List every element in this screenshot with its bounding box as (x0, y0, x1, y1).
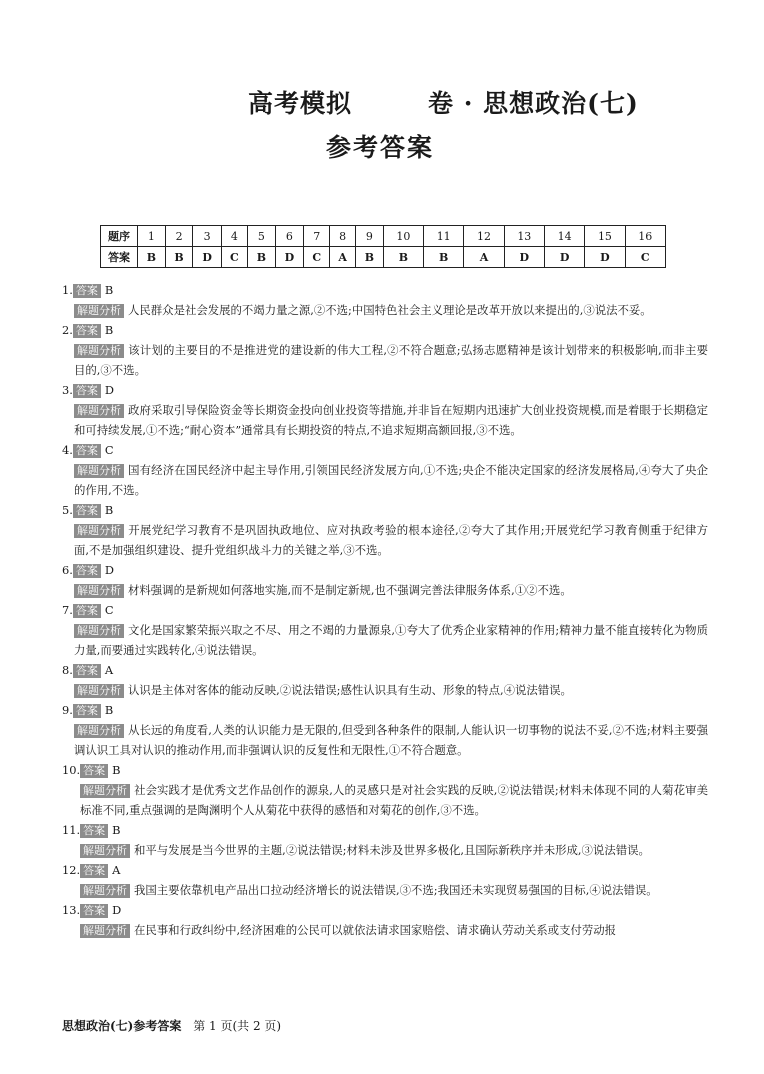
question-number: 7. (62, 603, 73, 617)
answer-tag: 答案 (73, 444, 101, 458)
table-cell-answer: D (585, 247, 625, 268)
footer-page-number: 第 1 页(共 2 页) (193, 1019, 282, 1033)
answer-tag: 答案 (80, 764, 108, 778)
question-number: 3. (62, 383, 73, 397)
question-number: 12. (62, 863, 81, 877)
table-cell-answer: D (544, 247, 584, 268)
table-cell-number: 3 (193, 226, 221, 247)
analysis-paragraph (62, 840, 708, 860)
question-number: 11. (62, 823, 81, 837)
analysis-text: 该计划的主要目的不是推进党的建设新的伟大工程,②不符合题意;弘扬志愿精神是该计划带来的积极影响,而非主要目的,③不选。 (74, 343, 708, 377)
question-number: 13. (62, 903, 81, 917)
document-title-line2: 参考答案 (326, 133, 435, 162)
answer-item (62, 760, 708, 820)
answer-analysis-list (62, 280, 708, 940)
table-cell-number: 10 (383, 226, 423, 247)
analysis-text: 社会实践才是优秀文艺作品创作的源泉,人的灵感只是对社会实践的反映,②说法错误;材料未体现不同的人菊花审美标准不同,重点强调的是陶渊明个人从菊花中获得的感悟和对菊花的创作,③不选。 (80, 783, 708, 817)
answer-line (62, 440, 708, 460)
answer-tag: 答案 (73, 664, 101, 678)
answer-item (62, 380, 708, 440)
answer-letter: D (104, 383, 115, 397)
answer-line (62, 820, 708, 840)
table-cell-answer: D (275, 247, 303, 268)
answer-letter: B (112, 823, 121, 837)
answer-letter: D (104, 563, 115, 577)
answer-item (62, 280, 708, 320)
answer-item (62, 440, 708, 500)
table-header-answer: 答案 (101, 247, 138, 268)
footer-title: 思想政治(七)参考答案 (62, 1019, 182, 1033)
analysis-text: 开展党纪学习教育不是巩固执政地位、应对执政考验的根本途径,②夸大了其作用;开展党纪学习教育侧重于纪律方面,不是加强组织建设、提升党组织战斗力的关键之举,③不选。 (74, 523, 708, 557)
answer-table (100, 225, 666, 268)
answer-letter: D (112, 903, 122, 917)
answer-line (62, 380, 708, 400)
question-number: 2. (62, 323, 73, 337)
answer-item (62, 820, 708, 860)
analysis-tag: 解题分析 (80, 884, 130, 898)
table-cell-answer: B (383, 247, 423, 268)
table-cell-number: 11 (424, 226, 464, 247)
analysis-paragraph (62, 920, 708, 940)
table-cell-number: 14 (544, 226, 584, 247)
analysis-paragraph (62, 400, 708, 440)
analysis-tag: 解题分析 (80, 924, 130, 938)
answer-line (62, 500, 708, 520)
analysis-text: 国有经济在国民经济中起主导作用,引领国民经济发展方向,①不选;央企不能决定国家的经济发展格局,④夸大了央企的作用,不选。 (74, 463, 708, 497)
page-footer (62, 1017, 281, 1034)
answer-letter: B (104, 703, 114, 717)
analysis-paragraph (62, 460, 708, 500)
table-cell-answer: A (464, 247, 504, 268)
analysis-paragraph (62, 680, 708, 700)
analysis-tag: 解题分析 (74, 464, 124, 478)
answer-tag: 答案 (73, 704, 101, 718)
answer-letter: B (104, 323, 114, 337)
table-cell-answer: C (625, 247, 665, 268)
table-cell-number: 2 (165, 226, 193, 247)
question-number: 8. (62, 663, 73, 677)
answer-line (62, 600, 708, 620)
table-cell-number: 15 (585, 226, 625, 247)
answer-item (62, 600, 708, 660)
analysis-tag: 解题分析 (74, 344, 124, 358)
analysis-paragraph (62, 300, 708, 320)
table-cell-number: 5 (248, 226, 276, 247)
answer-letter: A (104, 663, 114, 677)
analysis-text: 我国主要依靠机电产品出口拉动经济增长的说法错误,③不选;我国还未实现贸易强国的目标,④说法错误。 (134, 883, 658, 897)
table-cell-number: 8 (330, 226, 356, 247)
analysis-text: 材料强调的是新规如何落地实施,而不是制定新规,也不强调完善法律服务体系,①②不选。 (128, 583, 572, 597)
analysis-tag: 解题分析 (80, 784, 130, 798)
table-cell-answer: B (138, 247, 166, 268)
answer-line (62, 560, 708, 580)
answer-tag: 答案 (73, 564, 101, 578)
answer-line (62, 900, 708, 920)
analysis-tag: 解题分析 (74, 684, 124, 698)
question-number: 10. (62, 763, 81, 777)
answer-letter: C (104, 443, 114, 457)
answer-item (62, 860, 708, 900)
analysis-paragraph (62, 520, 708, 560)
analysis-text: 在民事和行政纠纷中,经济困难的公民可以就依法请求国家赔偿、请求确认劳动关系或支付劳动报 (134, 923, 617, 937)
table-cell-number: 9 (356, 226, 384, 247)
answer-letter: B (112, 763, 121, 777)
document-title-line1-a: 高考模拟 (248, 89, 353, 118)
answer-item (62, 700, 708, 760)
answer-line (62, 280, 708, 300)
analysis-paragraph (62, 720, 708, 760)
answer-letter: B (104, 283, 114, 297)
table-cell-number: 7 (304, 226, 330, 247)
table-cell-answer: C (304, 247, 330, 268)
answer-item (62, 320, 708, 380)
question-number: 4. (62, 443, 73, 457)
analysis-paragraph (62, 580, 708, 600)
answer-tag: 答案 (73, 284, 101, 298)
answer-line (62, 700, 708, 720)
analysis-tag: 解题分析 (74, 404, 124, 418)
answer-line (62, 760, 708, 780)
answer-line (62, 320, 708, 340)
answer-line (62, 860, 708, 880)
table-cell-number: 16 (625, 226, 665, 247)
analysis-tag: 解题分析 (74, 724, 124, 738)
question-number: 6. (62, 563, 73, 577)
answer-tag: 答案 (73, 604, 101, 618)
answer-item (62, 660, 708, 700)
analysis-tag: 解题分析 (80, 844, 130, 858)
answer-letter: B (104, 503, 114, 517)
analysis-text: 文化是国家繁荣振兴取之不尽、用之不竭的力量源泉,①夸大了优秀企业家精神的作用;精神力量不能直接转化为物质力量,而要通过实践转化,④说法错误。 (74, 623, 708, 657)
table-cell-answer: D (504, 247, 544, 268)
analysis-tag: 解题分析 (74, 584, 124, 598)
answer-table-answer-row (101, 247, 666, 268)
answer-tag: 答案 (80, 904, 108, 918)
table-header-question-number: 题序 (101, 226, 138, 247)
table-cell-answer: B (165, 247, 193, 268)
table-cell-number: 6 (275, 226, 303, 247)
analysis-text: 和平与发展是当今世界的主题,②说法错误;材料未涉及世界多极化,且国际新秩序并未形成,③说法错误。 (134, 843, 650, 857)
answer-tag: 答案 (73, 504, 101, 518)
answer-line (62, 660, 708, 680)
answer-tag: 答案 (80, 864, 108, 878)
answer-item (62, 560, 708, 600)
analysis-paragraph (62, 340, 708, 380)
table-cell-answer: B (248, 247, 276, 268)
table-cell-number: 12 (464, 226, 504, 247)
analysis-paragraph (62, 880, 708, 900)
analysis-text: 人民群众是社会发展的不竭力量之源,②不选;中国特色社会主义理论是改革开放以来提出的,③说法不妥。 (128, 303, 652, 317)
answer-table-number-row (101, 226, 666, 247)
analysis-tag: 解题分析 (74, 304, 124, 318)
answer-letter: C (104, 603, 114, 617)
question-number: 5. (62, 503, 73, 517)
analysis-text: 从长远的角度看,人类的认识能力是无限的,但受到各种条件的限制,人能认识一切事物的说法不妥,②不选;材料主要强调认识工具对认识的推动作用,而非强调认识的反复性和无限性,①不符合题意。 (74, 723, 708, 757)
answer-item (62, 500, 708, 560)
table-cell-answer: A (330, 247, 356, 268)
analysis-tag: 解题分析 (74, 524, 124, 538)
analysis-paragraph (62, 620, 708, 660)
question-number: 1. (62, 283, 73, 297)
analysis-paragraph (62, 780, 708, 820)
answer-tag: 答案 (73, 384, 101, 398)
table-cell-number: 1 (138, 226, 166, 247)
table-cell-number: 4 (221, 226, 247, 247)
answer-item (62, 900, 708, 940)
answer-letter: A (112, 863, 121, 877)
table-cell-answer: B (356, 247, 384, 268)
document-title-line1-b: 卷 · 思想政治(七) (428, 89, 639, 118)
analysis-tag: 解题分析 (74, 624, 124, 638)
table-cell-number: 13 (504, 226, 544, 247)
answer-tag: 答案 (73, 324, 101, 338)
table-cell-answer: D (193, 247, 221, 268)
table-cell-answer: B (424, 247, 464, 268)
question-number: 9. (62, 703, 73, 717)
table-cell-answer: C (221, 247, 247, 268)
answer-tag: 答案 (80, 824, 108, 838)
analysis-text: 认识是主体对客体的能动反映,②说法错误;感性认识具有生动、形象的特点,④说法错误。 (128, 683, 572, 697)
analysis-text: 政府采取引导保险资金等长期资金投向创业投资等措施,并非旨在短期内迅速扩大创业投资规模,而是着眼于长期稳定和可持续发展,①不选;“耐心资本”通常具有长期投资的特点,不追求短期高额回报,③不选。 (74, 403, 708, 437)
